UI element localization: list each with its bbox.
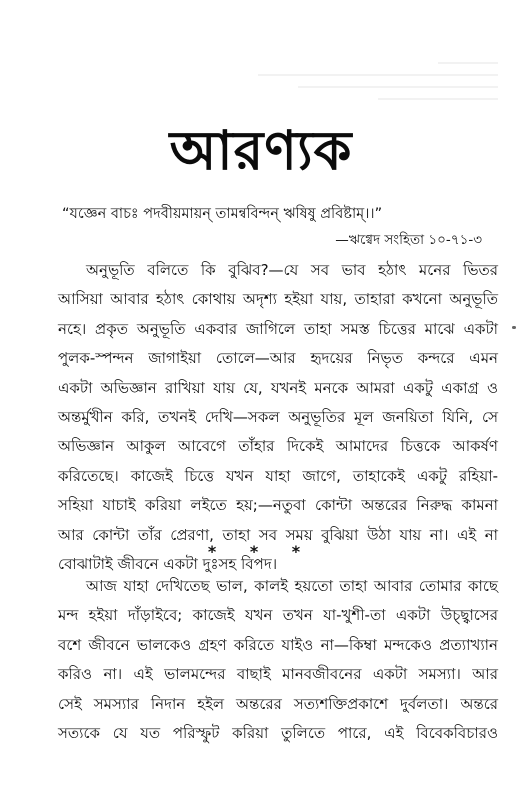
text-line: নহে। প্রকৃত অনুভূতি একবার জাগিলে তাহা সমস্ত চিত্তের মাঝে একটা: [58, 319, 498, 338]
epigraph-quote: “যজ্ঞেন বাচঃ পদবীয়মায়ন্ তামন্ববিন্দন্ ঋষিষু প্রবিষ্টাম্।।”: [62, 206, 383, 222]
text-line: মন্দ হইয়া দাঁড়াইবে; কাজেই যখন তখন যা-খুশী-তা একটা উচ্ছ্বাসের: [58, 606, 498, 625]
text-line: অন্তর্মুখীন করি, তখনই দেখি—সকল অনুভূতির মূল জনয়িতা যিনি, সে: [58, 408, 498, 427]
text-line: পুলক-স্পন্দন জাগাইয়া তোলে—আর হৃদয়ের নিভৃত কন্দরে এমন: [58, 349, 498, 368]
text-line: অভিজ্ঞান আকুল আবেগে তাঁহার দিকেই আমাদের চিত্তকে আকর্ষণ: [58, 437, 498, 456]
margin-mark: [512, 326, 516, 329]
paragraph-2: [58, 572, 498, 748]
chapter-title: আরণ্যক: [169, 119, 353, 182]
text-line: করিতেছে। কাজেই চিত্তে যখন যাহা জাগে, তাহাকেই একটু রহিয়া-: [58, 466, 498, 485]
paragraph-1: [58, 256, 498, 579]
text-line: সত্যকে যে যত পরিস্ফুট করিয়া তুলিতে পারে, এই বিবেকবিচারও: [58, 724, 498, 743]
text-line: সহিয়া যাচাই করিয়া লইতে হয়;—নতুবা কোন্টা অন্তরের নিরুদ্ধ কামনা: [58, 496, 498, 515]
text-line: করিও না। এই ভালমন্দের বাছাই মানবজীবনের একটা সমস্যা। আর: [58, 665, 498, 684]
text-line: একটা অভিজ্ঞান রাখিয়া যায় যে, যখনই মনকে আমরা একটু একাগ্র ও: [58, 378, 498, 397]
text-line: বোঝাটাই জীবনে একটা দুঃসহ বিপদ।: [58, 555, 278, 574]
section-separator: * * *: [207, 542, 315, 561]
text-line: আর কোন্টা তাঁর প্রেরণা, তাহা সব সময় বুঝিয়া উঠা যায় না। এই না: [58, 525, 498, 544]
text-line: অনুভূতি বলিতে কি বুঝিব?—যে সব ভাব হঠাৎ মনের ভিতর: [86, 261, 498, 279]
text-line: আজ যাহা দেখিতেছ ভাল, কালই হয়তো তাহা আবার তোমার কাছে: [86, 577, 498, 595]
text-line: আসিয়া আবার হঠাৎ কোথায় অদৃশ্য হইয়া যায়, তাহারা কখনো অনুভূতি: [58, 290, 498, 309]
text-line: বশে জীবনে ভালকেও গ্রহণ করিতে যাইও না—কিম্বা মন্দকেও প্রত্যাখ্যান: [58, 635, 498, 654]
epigraph-source: —ঋগ্বেদ সংহিতা ১০-৭১-৩: [335, 232, 482, 248]
text-line: সেই সমস্যার নিদান হইল অন্তরের সত্যশক্তিপ্রকাশে দুর্বলতা। অন্তরে: [58, 694, 498, 713]
